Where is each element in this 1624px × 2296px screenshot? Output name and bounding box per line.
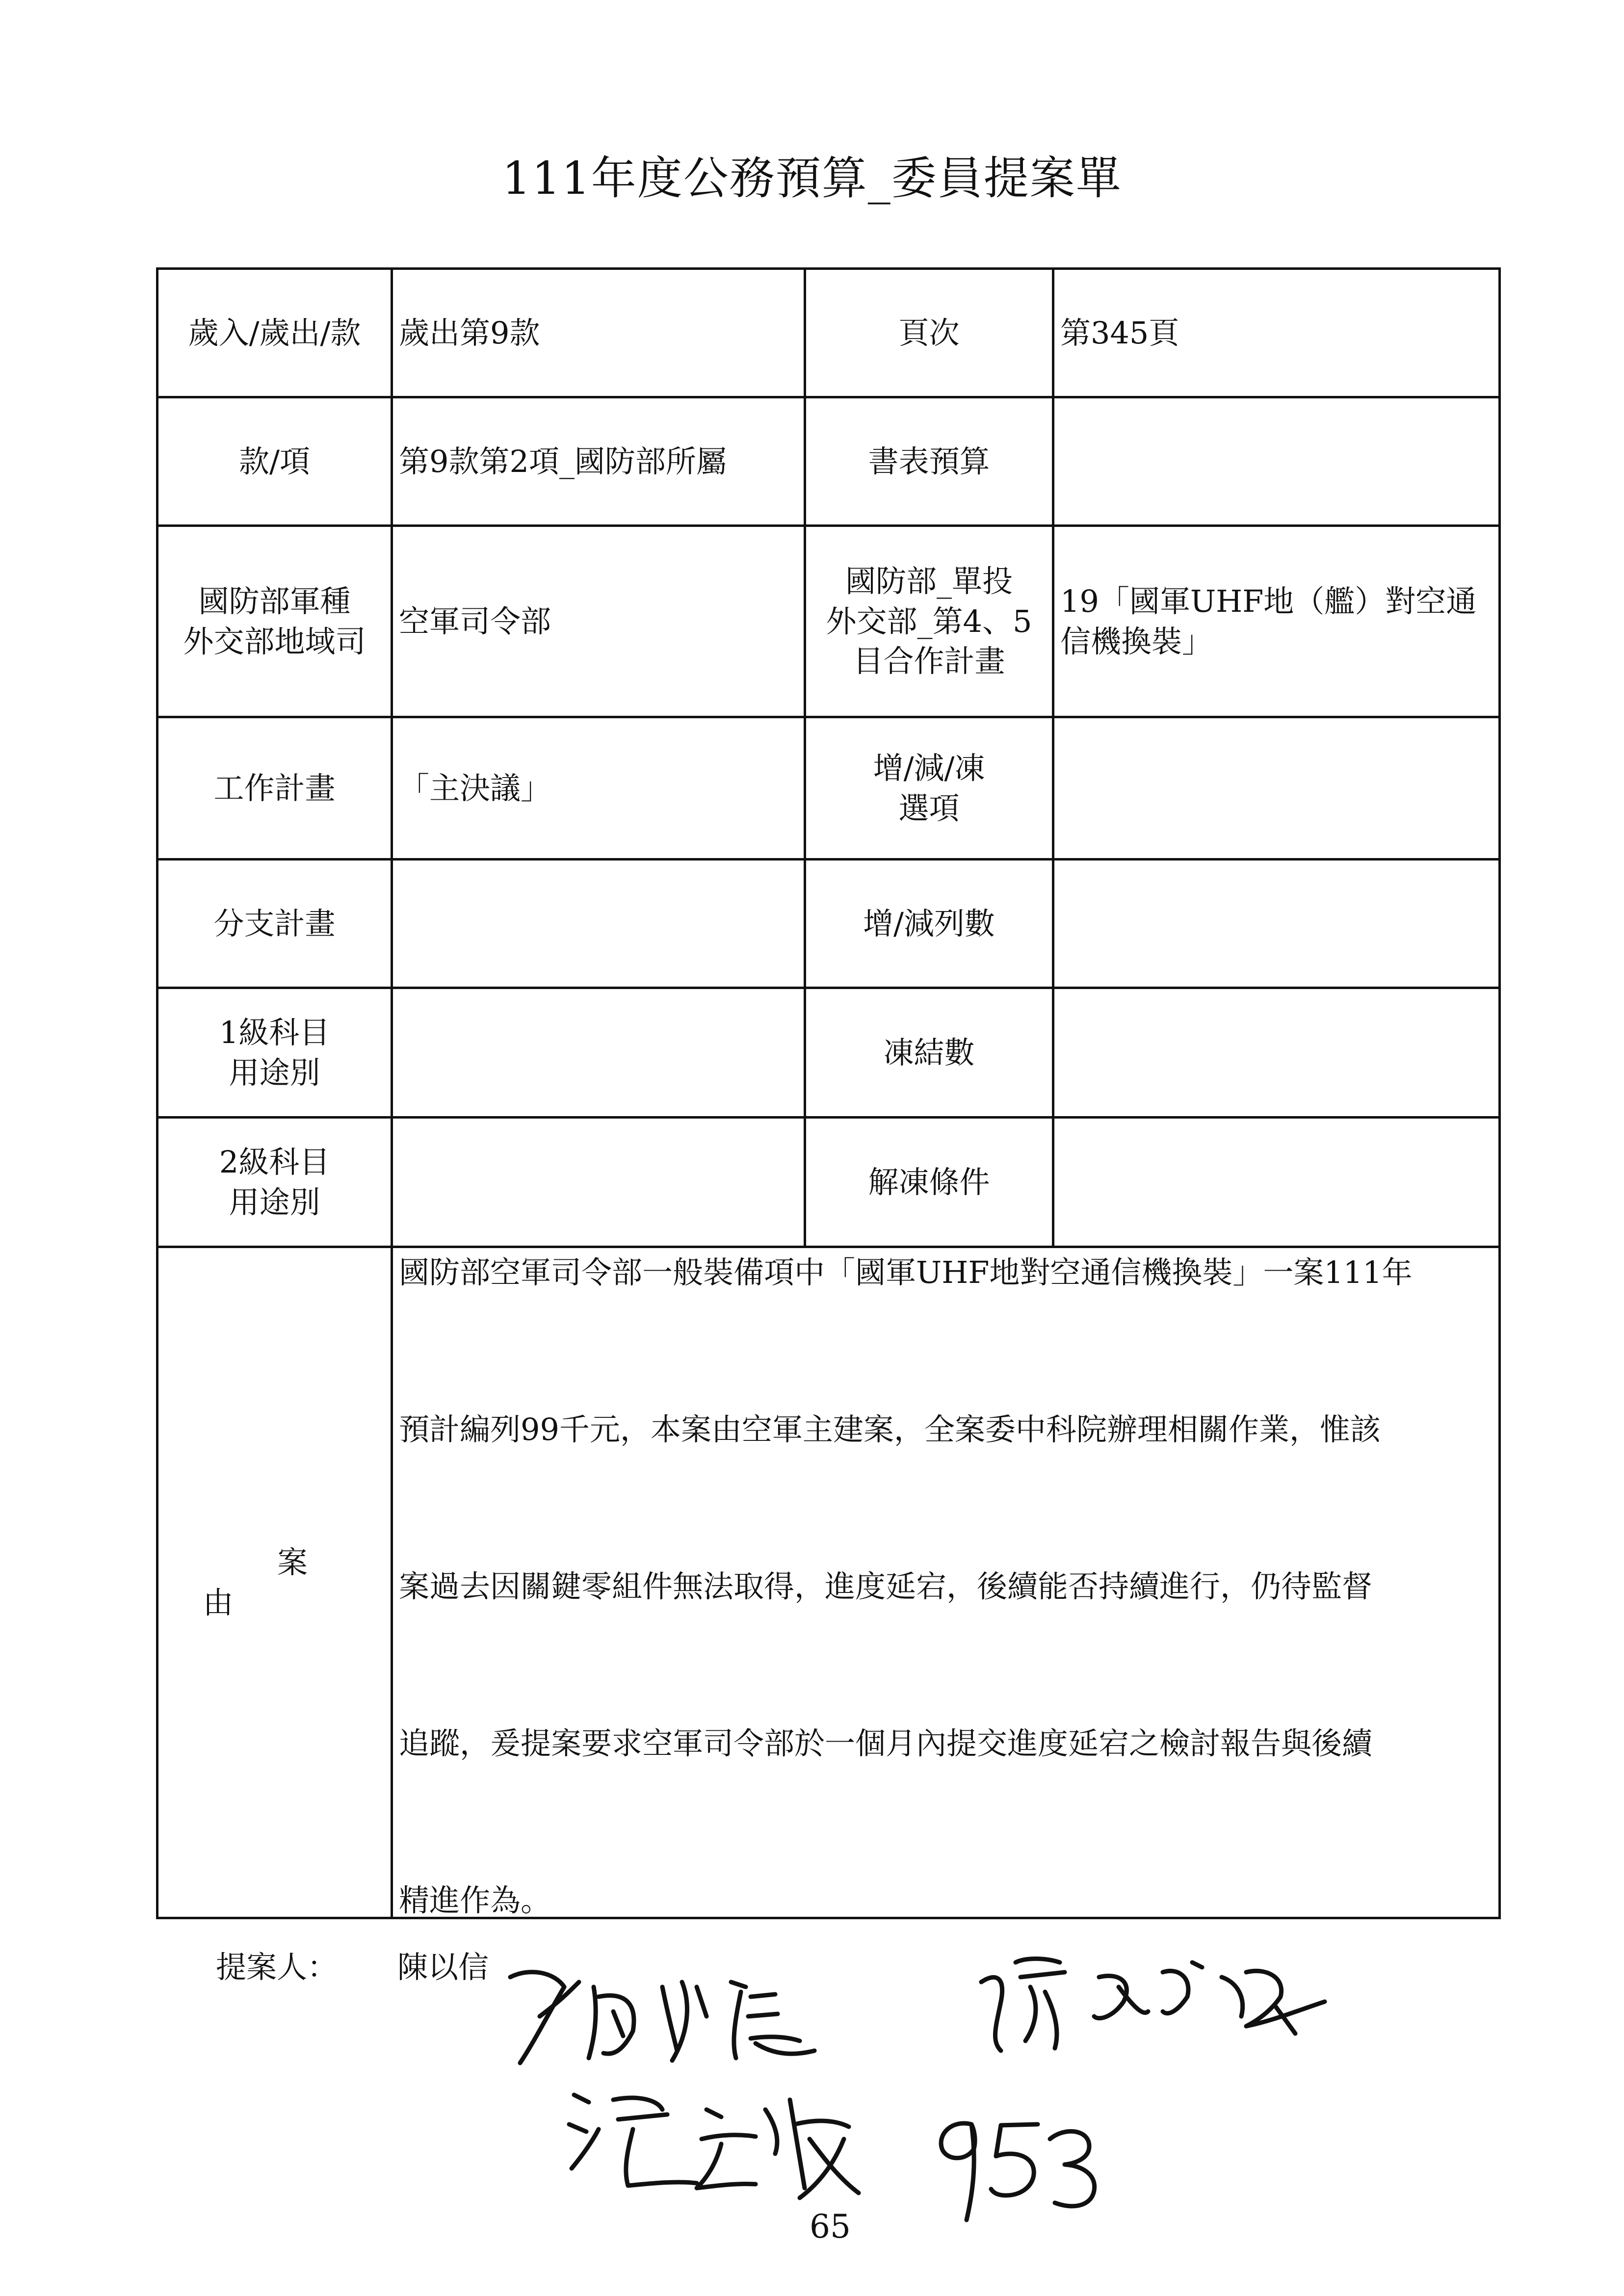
handwritten-number bbox=[927, 2105, 1104, 2232]
value-adjust-option bbox=[1053, 717, 1500, 860]
table-row bbox=[157, 1118, 1500, 1247]
value-frozen-amount bbox=[1053, 988, 1500, 1118]
reason-text bbox=[392, 1247, 1500, 1918]
value-line: 19「國軍UHF地（艦）對空通 bbox=[1060, 583, 1477, 619]
label-level2-subject bbox=[157, 1118, 392, 1247]
label-section-item: 款/項 bbox=[157, 397, 392, 526]
label-line: 國防部軍種 bbox=[198, 583, 351, 619]
reason-line: 案過去因關鍵零組件無法取得，進度延宕，後續能否持續進行，仍待監督 bbox=[399, 1568, 1373, 1604]
label-adjust-option bbox=[805, 717, 1053, 860]
label-service-branch bbox=[157, 526, 392, 717]
label-frozen-amount: 凍結數 bbox=[805, 988, 1053, 1118]
label-work-plan: 工作計畫 bbox=[157, 717, 392, 860]
label-line: 外交部_第4、5 bbox=[826, 603, 1032, 639]
page-number: 65 bbox=[810, 2208, 851, 2245]
label-form-budget: 書表預算 bbox=[805, 397, 1053, 526]
value-unfreeze-condition bbox=[1053, 1118, 1500, 1247]
value-line: 信機換裝」 bbox=[1060, 623, 1213, 659]
label-line: 增/減/凍 bbox=[873, 750, 985, 786]
handwritten-signature-2 bbox=[971, 1943, 1344, 2061]
label-line: 外交部地域司 bbox=[183, 623, 366, 659]
value-cooperation-plan bbox=[1053, 526, 1500, 717]
table-row bbox=[157, 988, 1500, 1118]
table-row bbox=[157, 717, 1500, 860]
label-page: 頁次 bbox=[805, 269, 1053, 397]
table-row bbox=[157, 269, 1500, 397]
label-adjust-amount: 增/減列數 bbox=[805, 860, 1053, 988]
label-cooperation-plan bbox=[805, 526, 1053, 717]
proposer-name: 陳以信 bbox=[397, 1949, 489, 1985]
value-service-branch: 空軍司令部 bbox=[392, 526, 805, 717]
label-budget-type: 歲入/歲出/款 bbox=[157, 269, 392, 397]
table-row bbox=[157, 860, 1500, 988]
label-line: 國防部_單投 bbox=[845, 563, 1013, 599]
reason-line: 國防部空軍司令部一般裝備項中「國軍UHF地對空通信機換裝」一案111年 bbox=[399, 1254, 1413, 1290]
label-line: 用途別 bbox=[229, 1054, 320, 1091]
label-level1-subject bbox=[157, 988, 392, 1118]
value-section-item: 第9款第2項_國防部所屬 bbox=[392, 397, 805, 526]
label-line: 目合作計畫 bbox=[853, 643, 1005, 679]
table-row bbox=[157, 1247, 1500, 1918]
reason-line: 精進作為。 bbox=[399, 1882, 551, 1918]
reason-line: 追蹤，爰提案要求空軍司令部於一個月內提交進度延宕之檢討報告與後續 bbox=[399, 1725, 1373, 1761]
value-level1-subject bbox=[392, 988, 805, 1118]
value-branch-plan bbox=[392, 860, 805, 988]
table-row bbox=[157, 397, 1500, 526]
form-title: 111年度公務預算_委員提案單 bbox=[502, 152, 1122, 205]
value-level2-subject bbox=[392, 1118, 805, 1247]
proposer-label: 提案人： bbox=[216, 1949, 338, 1985]
reason-label-text: 案由 bbox=[203, 1544, 421, 1620]
table-row bbox=[157, 526, 1500, 717]
value-adjust-amount bbox=[1053, 860, 1500, 988]
handwritten-signature-1 bbox=[500, 1957, 873, 2075]
label-line: 選項 bbox=[898, 790, 960, 826]
label-reason bbox=[157, 1247, 421, 1918]
reason-line: 預計編列99千元，本案由空軍主建案，全案委中科院辦理相關作業，惟該 bbox=[399, 1411, 1381, 1447]
label-branch-plan: 分支計畫 bbox=[157, 860, 392, 988]
value-page: 第345頁 bbox=[1053, 269, 1500, 397]
label-line: 2級科目 bbox=[219, 1144, 330, 1180]
value-budget-type: 歲出第9款 bbox=[392, 269, 805, 397]
label-line: 1級科目 bbox=[219, 1014, 330, 1050]
label-unfreeze-condition: 解凍條件 bbox=[805, 1118, 1053, 1247]
value-form-budget bbox=[1053, 397, 1500, 526]
proposal-form-table bbox=[156, 267, 1501, 1919]
label-line: 用途別 bbox=[229, 1184, 320, 1220]
handwritten-signature-3 bbox=[559, 2080, 864, 2208]
value-work-plan: 「主決議」 bbox=[392, 717, 805, 860]
